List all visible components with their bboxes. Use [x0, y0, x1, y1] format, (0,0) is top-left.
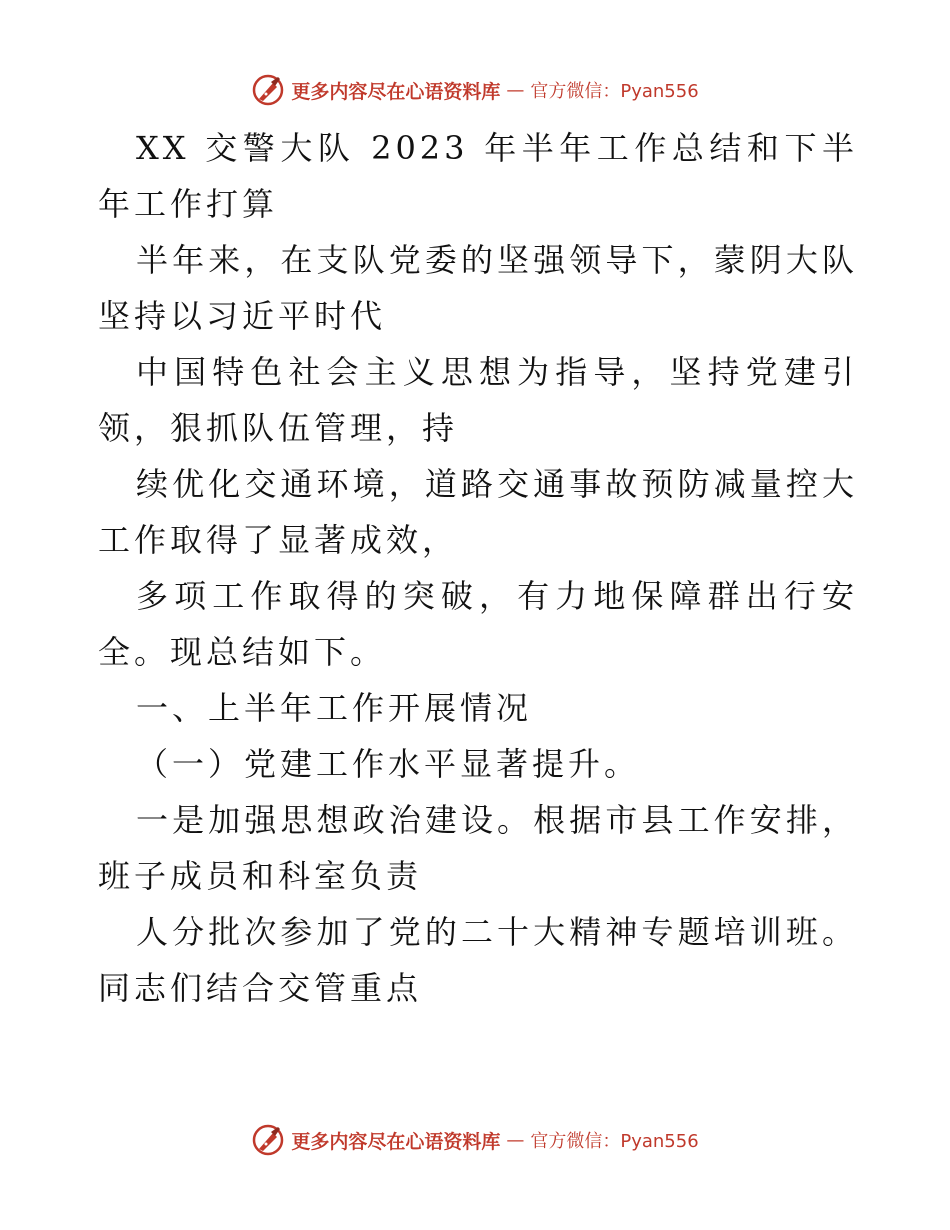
- paragraph-5: 一是加强思想政治建设。根据市县工作安排，班子成员和科室负责: [98, 801, 858, 895]
- pen-nib-logo-icon: [251, 73, 285, 107]
- site-name-text: 更多内容尽在心语资料库: [291, 80, 501, 103]
- site-name-text: 更多内容尽在心语资料库: [291, 1130, 501, 1153]
- wechat-id-text: 官方微信：Pyan556: [530, 81, 699, 102]
- subsection-heading-1: （一）党建工作水平显著提升。: [136, 745, 641, 783]
- dash-separator: —: [506, 1129, 525, 1151]
- footer-banner: [0, 1120, 950, 1160]
- document-body: [98, 120, 858, 1016]
- paragraph-1: 半年来，在支队党委的坚强领导下，蒙阴大队坚持以习近平时代: [98, 241, 858, 335]
- header-banner: [0, 70, 950, 110]
- wechat-id-text: 官方微信：Pyan556: [530, 1131, 699, 1152]
- section-heading-1: 一、上半年工作开展情况: [136, 689, 533, 727]
- paragraph-6: 人分批次参加了党的二十大精神专题培训班。同志们结合交管重点: [98, 913, 858, 1007]
- dash-separator: —: [506, 79, 525, 101]
- document-title: XX 交警大队 2023 年半年工作总结和下半年工作打算: [98, 129, 858, 223]
- paragraph-3: 续优化交通环境，道路交通事故预防减量控大工作取得了显著成效，: [98, 465, 858, 559]
- pen-nib-logo-icon: [251, 1123, 285, 1157]
- paragraph-2: 中国特色社会主义思想为指导，坚持党建引领，狠抓队伍管理，持: [98, 353, 858, 447]
- paragraph-4: 多项工作取得的突破，有力地保障群出行安全。现总结如下。: [98, 577, 858, 671]
